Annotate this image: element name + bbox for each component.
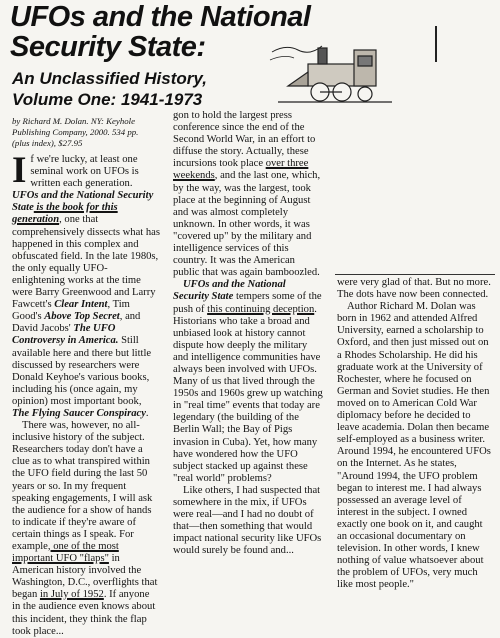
- paragraph-5: Like others, I had suspected that somewhere in the mix, if UFOs were real—and I had no doubt of that—then something that would impact national security like UFOs would surely be found and...: [173, 484, 322, 557]
- text-run: , Tim Good's: [12, 299, 130, 323]
- text-run: . If anyone in the audience even knows about this incident, they think the flap took place...: [12, 589, 156, 637]
- paragraph-2: [12, 420, 160, 638]
- column-1: [12, 150, 160, 638]
- underlined-emphasis: is the book for this generation: [12, 202, 118, 226]
- margin-mark: [435, 26, 437, 62]
- text-run: in American history involved the Washington, D.C., overflights that began: [12, 553, 158, 601]
- text-run: There was, however, no all-inclusive history of the subject. Researchers today don't have a clue as to what transpired within the UFO field during the last 50 years or so. In my frequent speaking engagements, I will ask the audience for a show of hands to indicate if they're aware of certain things as I speak. For example,: [12, 420, 153, 552]
- text-run: . Historians who take a broad and unbiased look at history cannot dispute how deeply the military and intelligence communities have always been involved with UFOs. Many of us that lived through the 1950s and 1960s grew up watching in "real time" events that today are legendary (the building of the Berlin Wall; the Bay of Pigs invasion in Cuba). Yet, how many have wondered how the UFO subject stacked up against these "real world" problems?: [173, 303, 323, 484]
- underlined-phrase: in July of 1952: [39, 589, 104, 601]
- steam-locomotive-sketch-icon: [268, 42, 396, 104]
- article-title: [10, 2, 310, 62]
- drop-cap: I: [12, 150, 27, 191]
- title-line-2: Security State:: [10, 31, 206, 63]
- text-run: tempers some of the push of: [173, 291, 322, 315]
- underlined-phrase: over three weekends: [173, 158, 309, 182]
- column-3: [337, 277, 495, 591]
- book-title: The UFO Controversy in America.: [12, 323, 119, 347]
- text-run: f we're lucky, at least one seminal work on UFOs is written each generation.: [30, 154, 139, 190]
- subtitle-line-1: An Unclassified History,: [12, 69, 207, 88]
- subtitle-line-2: Volume One: 1941-1973: [12, 90, 203, 109]
- byline: by Richard M. Dolan. NY: Keyhole Publishing Company, 2000. 534 pp. (plus index), $27.95: [12, 116, 139, 148]
- text-run: , one that comprehensively dissects what has happened in this complex and obfuscated field. In the late 1980s, the only equally UFO-enlightening works at the time were Barry Greenwood and Larry Fawcett's: [12, 214, 160, 311]
- paragraph-4: [173, 279, 323, 485]
- underlined-phrase: one of the most important UFO "flaps": [12, 541, 119, 565]
- text-run: , and David Jacobs': [12, 311, 141, 335]
- paragraph-6: were very glad of that. But no more. The dots have now been connected.: [337, 277, 491, 301]
- column-divider: [335, 274, 495, 275]
- paragraph-7: Author Richard M. Dolan was born in 1962 and attended Alfred University, earned a scholarship to Oxford, and then just missed out on a Rhodes Scholarship. He did his graduate work at the University of Rochester, where he focused on German and Soviet studies. He then moved on to American Cold War diplomacy before he decided to leave academia. Dolan then became self-employed as a business writer. Around 1994, he encountered UFOs on the Internet. As he states, "Around 1994, the UFO problem began to interest me. I had always possessed an average level of interest in the subject. I owned exactly one book on it, and caught an occasional documentary on television. In other words, I knew nothing of value whatsoever about the problem of UFOs, very much like most people.": [337, 301, 491, 591]
- paragraph-1: [12, 150, 160, 420]
- column-2: [173, 110, 323, 557]
- text-run: , and the last one, which, by the way, was the largest, took place at the beginning of August and was almost completely unknown. In other words, it was "covered up" by the military and intelligence services of this country. It was the American public that was again bamboozled.: [173, 170, 321, 279]
- book-title-emphasis: UFOs and the National Security State: [12, 190, 154, 214]
- paragraph-3: [173, 110, 323, 279]
- text-run: gon to hold the largest press conference since the end of the Second World War, in an effort to diffuse the story. Actually, these incursions took place: [173, 110, 316, 170]
- book-title: Above Top Secret: [44, 311, 120, 323]
- article-subtitle: [12, 68, 207, 110]
- title-line-1: UFOs and the National: [10, 1, 311, 33]
- book-title: The Flying Saucer Conspiracy: [12, 407, 146, 419]
- underlined-phrase: this continuing deception: [207, 303, 315, 315]
- text-run: Still available here and there but little discussed by researchers were Donald Keyhoe's various books, including his (once again, my opinion) most important book,: [12, 335, 152, 407]
- book-title-emphasis: UFOs and the National Security State: [173, 279, 286, 303]
- text-run: .: [145, 407, 149, 419]
- book-title: Clear Intent: [54, 299, 108, 311]
